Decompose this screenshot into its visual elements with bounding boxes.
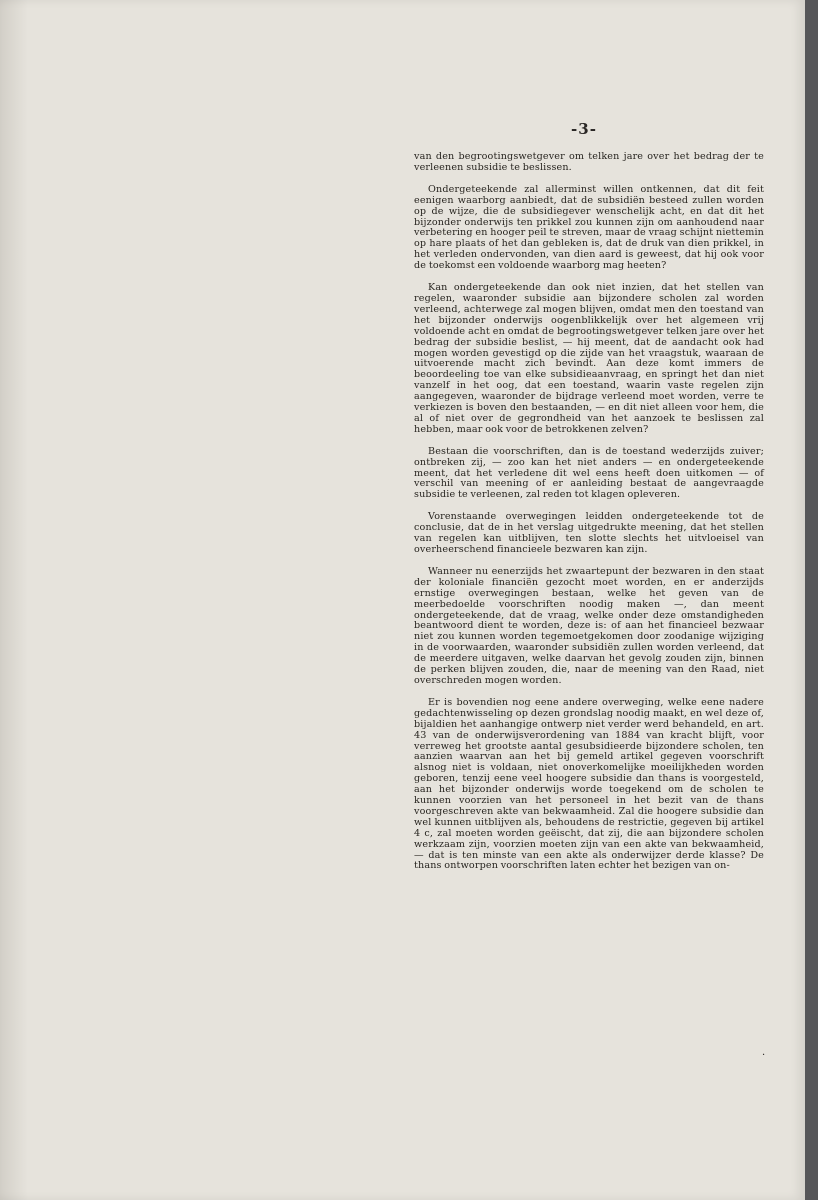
paragraph: Kan ondergeteekende dan ook niet inzien, dat het stellen van regelen, waaronder subsidie aan bijzondere scholen zal worden verleend, achterwege zal mogen blijven, omdat men den toestand van het bijzonder onderwijs oogenblikkelijk over het algemeen vrij voldoende acht en omdat de begrootingswetgever telken jare over het bedrag der subsidie beslist, — hij meent, dat de aandacht ook had mogen worden gevestigd op die zijde van het vraagstuk, waaraan de uitvoerende macht zich bevindt. Aan deze komt immers de beoordeeling toe van elke subsidieaanvraag, en springt het dan niet vanzelf in het oog, dat een toestand, waarin vaste regelen zijn aangegeven, waaronder de bijdrage verleend moet worden, verre te verkiezen is boven den bestaanden, — en dit niet alleen voor hem, die al of niet over de gegrondheid van het aanzoek te beslissen zal hebben, maar ook voor de betrokkenen zelven? — [414, 282, 764, 435]
paragraph: Er is bovendien nog eene andere overweging, welke eene nadere gedachtenwisseling op dezen grondslag noodig maakt, en wel deze of, bijaldien het aanhangige ontwerp niet verder werd behandeld, en art. 43 van de onderwijsverordening van 1884 van kracht blijft, voor verreweg het grootste aantal gesubsidieerde bijzondere scholen, ten aanzien waarvan aan het bij gemeld artikel gegeven voorschrift alsnog niet is voldaan, niet onoverkomelijke moeilijkheden worden geboren, tenzij eene veel hoogere subsidie dan thans is voorgesteld, aan het bijzonder onderwijs worde toegekend om de scholen te kunnen voorzien van het personeel in het bezit van de thans voorgeschreven akte van bekwaamheid. Zal die hoogere subsidie dan wel kunnen uitblijven als, behoudens de restrictie, gegeven bij artikel 4 c, zal moeten worden geëischt, dat zij, die aan bijzondere scholen werkzaam zijn, voorzien moeten zijn van een akte van bekwaamheid, — dat is ten minste van een akte als onderwijzer derde klasse? De thans ontworpen voorschriften laten echter het bezigen van on- — [414, 696, 764, 872]
text-column — [414, 152, 764, 883]
paragraph: van den begrootingswetgever om telken jare over het bedrag der te verleenen subsidie te beslissen. — [414, 151, 764, 173]
margin-dot-mark: · — [762, 1050, 766, 1061]
paragraph: Ondergeteekende zal allerminst willen ontkennen, dat dit feit eenigen waarborg aanbiedt, dat de subsidiën besteed zullen worden op de wijze, die de subsidiegever wenschelijk acht, en dat dit het bijzonder onderwijs ten prikkel zou kunnen zijn om aanhoudend naar verbetering en hooger peil te streven, maar de vraag schijnt niettemin op hare plaats of het dan gebleken is, dat de druk van dien prikkel, in het verleden ondervonden, van dien aard is geweest, dat hij ook voor de toekomst een voldoende waarborg mag heeten? — [414, 183, 764, 272]
page-number: -3- — [571, 120, 597, 138]
paragraph: Bestaan die voorschriften, dan is de toestand wederzijds zuiver; ontbreken zij, — zoo kan het niet anders — en ondergeteekende meent, dat het verledene dit wel eens heeft doen uitkomen — of verschil van meening of er aanleiding bestaat de aangevraagde subsidie te verleenen, zal reden tot klagen opleveren. — [414, 445, 764, 501]
page-fold-shadow — [0, 0, 28, 1200]
paragraph: Vorenstaande overwegingen leidden ondergeteekende tot de conclusie, dat de in het verslag uitgedrukte meening, dat het stellen van regelen kan uitblijven, ten slotte slechts het uitvloeisel van overheerschend financieele bezwaren kan zijn. — [414, 511, 764, 555]
paragraph: Wanneer nu eenerzijds het zwaartepunt der bezwaren in den staat der koloniale financiën gezocht moet worden, en er anderzijds ernstige overwegingen bestaan, welke het geven van de meerbedoelde voorschriften noodig maken —, dan meent ondergeteekende, dat de vraag, welke onder deze omstandigheden beantwoord dient te worden, deze is: of aan het financieel bezwaar niet zou kunnen worden tegemoetgekomen door zoodanige wijziging in de voorwaarden, waaronder subsidiën zullen worden verleend, dat de meerdere uitgaven, welke daarvan het gevolg zouden zijn, binnen de perken blijven zouden, die, naar de meening van den Raad, niet overschreden mogen worden. — [414, 565, 764, 686]
